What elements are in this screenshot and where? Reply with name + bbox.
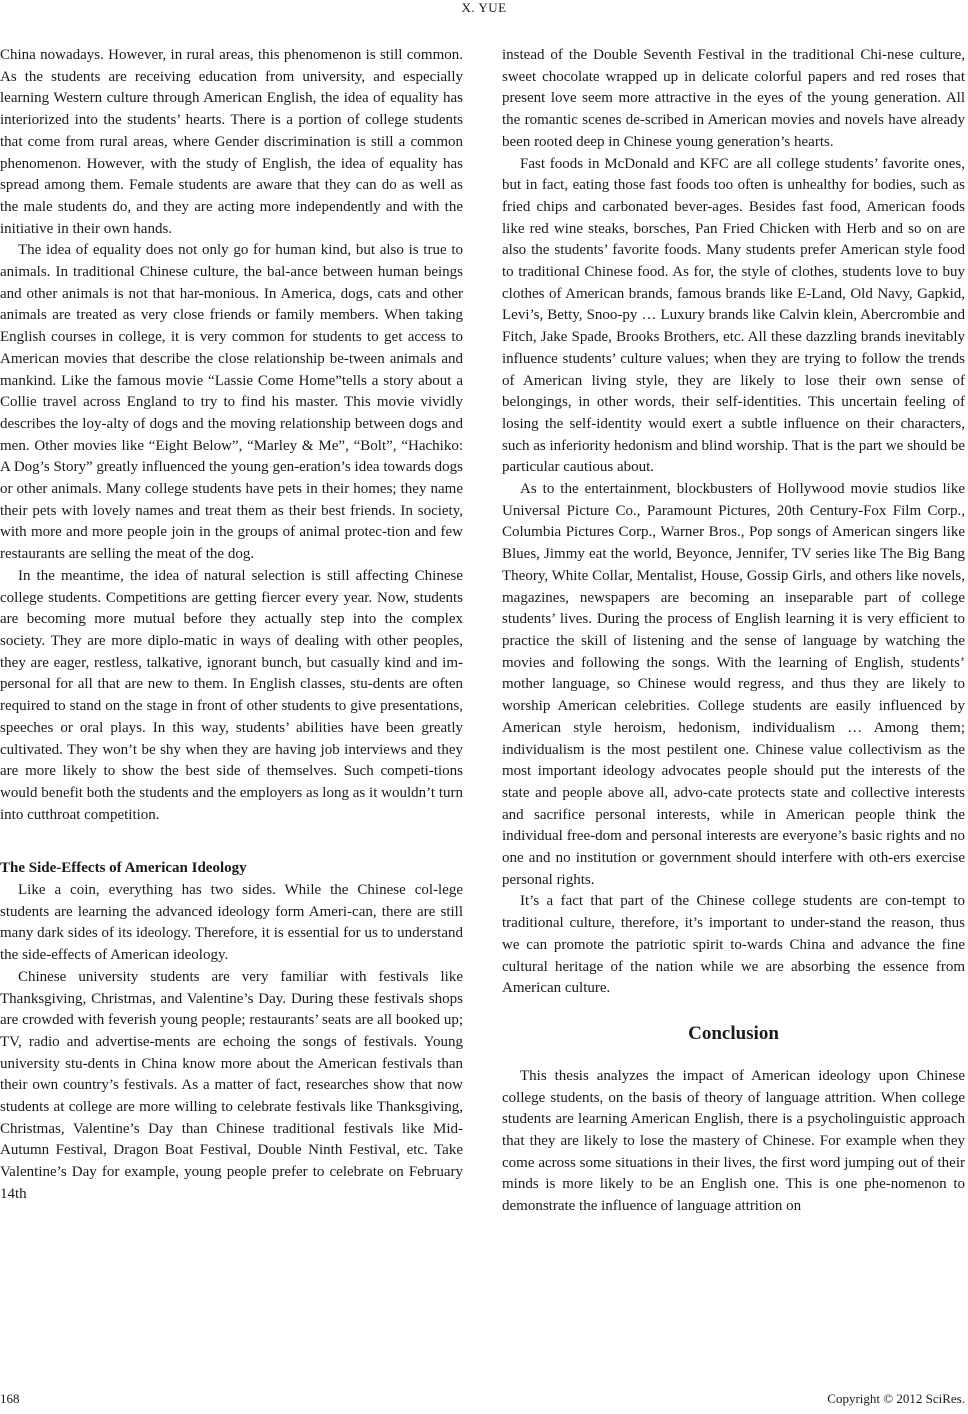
left-column: [0, 45, 463, 1206]
right-column: [502, 45, 965, 1218]
section-heading: The Side-Effects of American Ideology: [0, 860, 247, 877]
paragraph: In the meantime, the idea of natural selection is still affecting Chinese college students. Competitions are getting fiercer every year. Now, students are becoming more mutual before they actually step into the complex society. They are more diplo-matic in ways of dealing with other peoples, they are eager, restless, talkative, ignorant bunch, but casually kind and im-personal for all that are new to them. In English classes, stu-dents are often required to stand on the stage in front of other students to give presentations, speeches or oral plays. In this way, students’ abilities have been greatly cultivated. They won’t be shy when they are having job interviews and they are more likely to show the best side of themselves. Such competi-tions would benefit both the students and the employers as long as it wouldn’t turn into cutthroat competition.: [0, 567, 463, 823]
paragraph: China nowadays. However, in rural areas, this phenomenon is still common. As the students are receiving education from university, and especially learning Western culture through American English, the idea of equality has interiorized into the students’ hearts. There is a portion of college students that come from rural areas, where Gender discrimination is still a common phenomenon. However, with the study of English, the idea of equality has spread among them. Female students are aware that they can do as well as the male students do, and they are acting more independently and with the initiative in their own hands.: [0, 47, 463, 237]
paragraph: As to the entertainment, blockbusters of Hollywood movie studios like Universal Picture Co., Paramount Pictures, 20th Century-Fox Film Corp., Columbia Pictures Corp., Warner Bros., Pop songs of American singers like Blues, Jimmy eat the world, Beyonce, Jennifer, TV series like The Big Bang Theory, White Collar, Mentalist, House, Gossip Girls, and others like novels, magazines, newspapers are becoming an inseparable part of college students’ lives. During the process of English learning it is very efficient to practice the skill of listening and the sense of language by watching the movies and following the songs. With the learning of English, students’ mother language, so Chinese would regress, and thus they are likely to worship American celebrities. College students are easily influenced by American style heroism, hedonism, individualism … Among them; individualism is the most pestilent one. Chinese value collectivism as the most important ideology advocates people should put the interests of the state and people above all, advo-cate protects state and collective interests and sacrifice personal interests, while in American people think the individual free-dom and personal interests are everyone’s basic rights and no one and no institution or government should interfere with oth-ers exercise personal rights.: [502, 481, 965, 888]
running-head: X. YUE: [461, 0, 507, 15]
paragraph: Fast foods in McDonald and KFC are all college students’ favorite ones, but in fact, eating those fast foods too often is unhealthy for bodies, such as fried chips and carbonated bever-ages. Besides fast food, American foods like red wine steaks, borsches, Pan Fried Chicken with Herb and so on are also the students’ favorite foods. Many students prefer American style food to traditional Chinese food. As for, the style of clothes, students love to buy clothes of American brands, famous brands like E-Land, Old Navy, Gapkid, Levi’s, Betty, Snoo-py … Luxury brands like Calvin klein, Abercrombie and Fitch, Jake Spade, Brooks Brothers, etc. All these dazzling brands inevitably influence students’ culture values; when they are trying to follow the trends of American living style, they are likely to lose their own sense of belongings, in other words, their self-identities. This uncertain feeling of losing the self-identity would exert a subtle influence on their characters, such as inferiority hedonism and blind worship. That is the part we should be particular cautious about.: [502, 155, 965, 476]
paragraph: The idea of equality does not only go for human kind, but also is true to animals. In traditional Chinese culture, the bal-ance between human beings and other animals is not that har-monious. In America, dogs, cats and other animals are treated as very close friends or family members. When taking English courses in college, it is very common for students to get access to American movies that describe the close relationship be-tween animals and mankind. Like the famous movie “Lassie Come Home”tells a story about a Collie travel across England to try to find his master. This movie vividly describes the loy-alty of dogs and the moving relationship between dogs and men. Other movies like “Eight Below”, “Marley & Me”, “Bolt”, “Hachiko: A Dog’s Story” greatly influenced the young gen-eration’s idea towards dogs or other animals. Many college students have pets in their homes; they name their pets with lovely names and treat them as their best friends. In society, with more and more people join in the groups of animal protec-tion and few restaurants are selling the meat of the dog.: [0, 242, 463, 563]
page-number: 168: [0, 1391, 20, 1406]
paragraph: It’s a fact that part of the Chinese college students are con-tempt to traditional culture, therefore, it’s important to under-stand the reason, thus we can promote the patriotic spirit to-wards China and advance the fine cultural heritage of the nation while we are absorbing the essence from American culture.: [502, 893, 965, 997]
copyright-notice: Copyright © 2012 SciRes.: [827, 1391, 965, 1406]
paragraph: Chinese university students are very familiar with festivals like Thanksgiving, Christmas, and Valentine’s Day. During these festivals shops are crowded with feverish young people; restaurants’ seats are all booked up; TV, radio and advertise-ments are echoing the songs of festivals. Young university stu-dents in China know more about the American festivals than their own country’s festivals. As a matter of fact, researches show that now students at college are more willing to celebrate festivals like Thanksgiving, Christmas, Valentine’s Day than Chinese traditional festivals like Mid-Autumn Festival, Dragon Boat Festival, Double Ninth Festival, etc. Take Valentine’s Day for example, young people prefer to celebrate on February 14th: [0, 968, 463, 1202]
conclusion-heading: Conclusion: [688, 1022, 779, 1044]
paragraph: instead of the Double Seventh Festival in the traditional Chi-nese culture, sweet chocolate wrapped up in delicate colorful papers and red roses that present love seem more attractive in the eyes of the young generation. All the romantic scenes de-scribed in American movies and novels have already been rooted deep in Chinese young generation’s hearts.: [502, 47, 965, 150]
paragraph: This thesis analyzes the impact of American ideology upon Chinese college students, on the basis of theory of language attrition. When college students are learning American English, there is a psycholinguistic approach that they are likely to lose the mastery of Chinese. For example when they come across some situations in their lives, the first word jumping out of their minds is more likely to be an English one. This is one phe-nomenon to demonstrate the influence of language attrition on: [502, 1067, 965, 1215]
paragraph: Like a coin, everything has two sides. While the Chinese col-lege students are learning the advanced ideology form Ameri-can, there are still many dark sides of its ideology. Therefore, it is essential for us to understand the side-effects of American ideology.: [0, 882, 463, 964]
